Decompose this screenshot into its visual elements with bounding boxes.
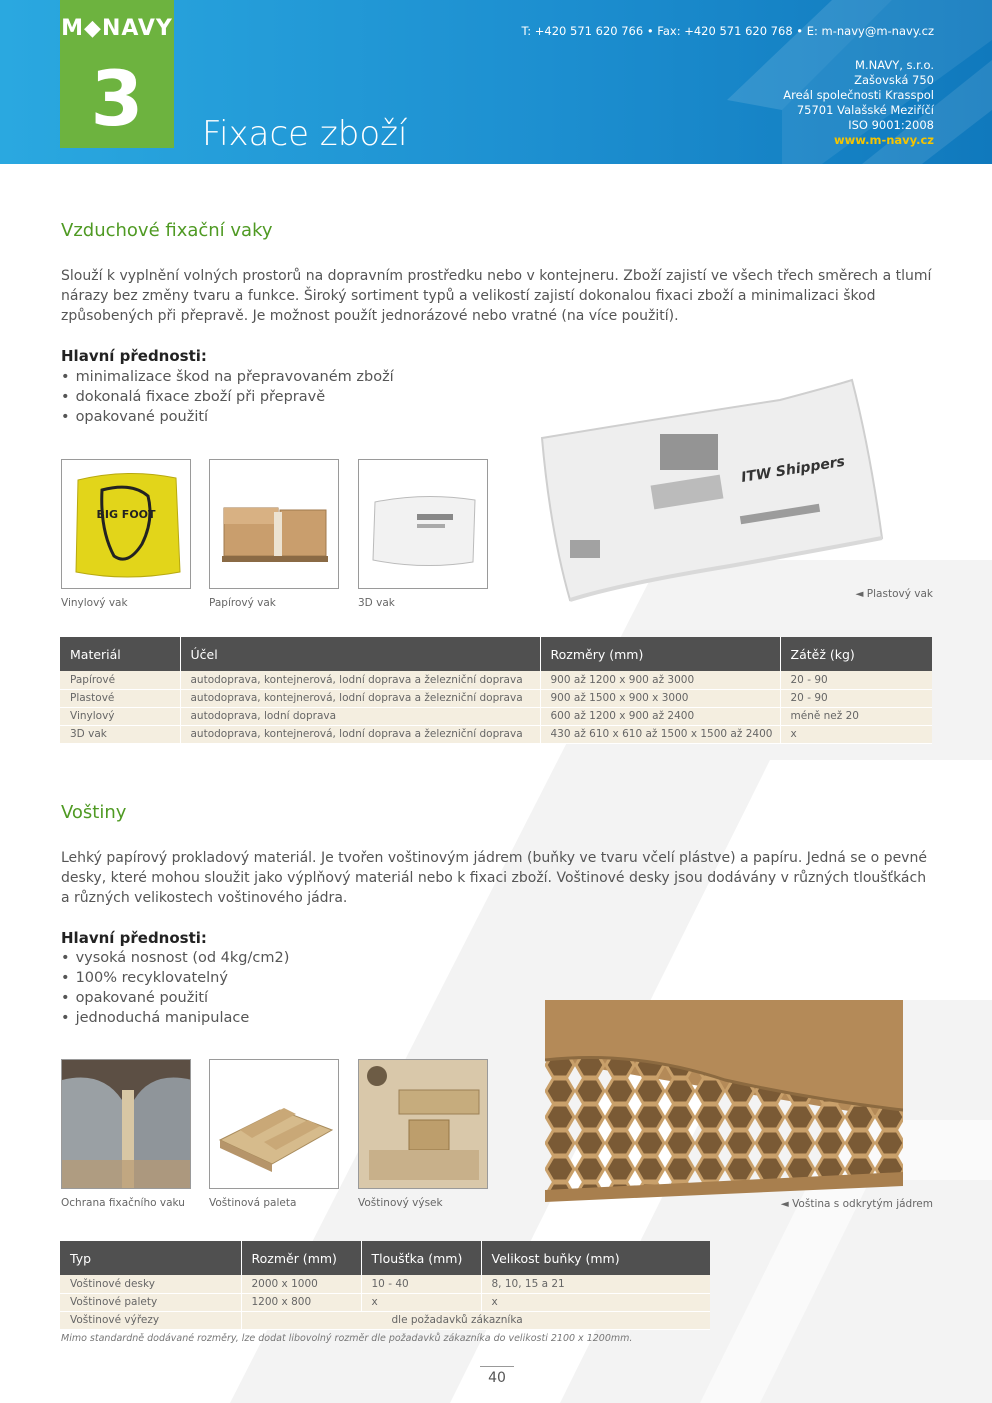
table-header-row — [60, 1241, 710, 1275]
image-caption: Vinylový vak — [61, 597, 128, 609]
page-number: 40 — [480, 1366, 514, 1386]
image-caption: Ochrana fixačního vaku — [61, 1197, 185, 1209]
table-cell: Voštinové palety — [60, 1293, 241, 1311]
contact-line: T: +420 571 620 766 • Fax: +420 571 620 768 • E: m-navy@m-navy.cz — [521, 24, 934, 38]
table-cell: Voštinové výřezy — [60, 1311, 241, 1329]
table-cell: x — [361, 1293, 481, 1311]
table-cell: 900 až 1200 x 900 až 3000 — [540, 671, 780, 689]
table-cell: 430 až 610 x 610 až 1500 x 1500 až 2400 — [540, 725, 780, 743]
table-header-cell: Rozměry (mm) — [540, 637, 780, 671]
image-caption: 3D vak — [358, 597, 395, 609]
table-cell: 20 - 90 — [780, 671, 932, 689]
list-item: • opakované použití — [61, 407, 394, 427]
air-bags-table — [60, 637, 932, 744]
table-cell: 10 - 40 — [361, 1275, 481, 1293]
table-cell: 900 až 1500 x 900 x 3000 — [540, 689, 780, 707]
image-caption: Voštinový výsek — [358, 1197, 443, 1209]
table-cell: x — [481, 1293, 710, 1311]
table-header-row — [60, 637, 932, 671]
advantages-list — [61, 367, 394, 427]
advantages-list — [61, 948, 289, 1028]
honeycomb-table — [60, 1241, 710, 1330]
address-line: Zašovská 750 — [854, 73, 934, 87]
section-heading-honeycomb: Voštiny — [61, 802, 127, 823]
address-line: M.NAVY, s.r.o. — [855, 58, 934, 72]
table-row — [60, 725, 932, 743]
table-header-cell: Typ — [60, 1241, 241, 1275]
table-row — [60, 707, 932, 725]
image-caption: Papírový vak — [209, 597, 276, 609]
honeycomb-cutout-image — [358, 1059, 488, 1189]
table-cell: autodoprava, lodní doprava — [180, 707, 540, 725]
plastic-bag-image — [530, 370, 890, 610]
table-row — [60, 689, 932, 707]
table-cell: 20 - 90 — [780, 689, 932, 707]
table-cell: 1200 x 800 — [241, 1293, 361, 1311]
table-cell: 3D vak — [60, 725, 180, 743]
table-cell: x — [780, 725, 932, 743]
address-line: 75701 Valašské Meziříčí — [796, 103, 934, 117]
table-cell: Voštinové desky — [60, 1275, 241, 1293]
advantages-title: Hlavní přednosti: — [61, 929, 207, 947]
table-header-cell: Rozměr (mm) — [241, 1241, 361, 1275]
list-item: • opakované použití — [61, 988, 289, 1008]
table-cell: 600 až 1200 x 900 až 2400 — [540, 707, 780, 725]
table-cell: 8, 10, 15 a 21 — [481, 1275, 710, 1293]
image-caption: ◄ Voština s odkrytým jádrem — [780, 1198, 933, 1210]
table-header-cell: Velikost buňky (mm) — [481, 1241, 710, 1275]
list-item: • minimalizace škod na přepravovaném zboží — [61, 367, 394, 387]
table-cell: Plastové — [60, 689, 180, 707]
table-row — [60, 671, 932, 689]
table-cell: autodoprava, kontejnerová, lodní doprava a železniční doprava — [180, 671, 540, 689]
chapter-number: 3 — [90, 54, 144, 143]
table-footnote: Mimo standardně dodávané rozměry, lze dodat libovolný rozměr dle požadavků zákazníka do velikosti 2100 x 1200mm. — [61, 1333, 633, 1344]
list-item: • vysoká nosnost (od 4kg/cm2) — [61, 948, 289, 968]
honeycomb-panel-image — [545, 1000, 903, 1202]
address-line: ISO 9001:2008 — [848, 118, 934, 132]
table-cell: 2000 x 1000 — [241, 1275, 361, 1293]
table-cell: dle požadavků zákazníka — [241, 1311, 710, 1329]
company-logo: M◆NAVY — [61, 16, 173, 41]
image-caption: Voštinová paleta — [209, 1197, 297, 1209]
address-line: Areál společnosti Krasspol — [783, 88, 934, 102]
vinyl-bag-image — [61, 459, 191, 589]
table-header-cell: Zátěž (kg) — [780, 637, 932, 671]
table-cell: méně než 20 — [780, 707, 932, 725]
table-row — [60, 1275, 710, 1293]
section-paragraph: Lehký papírový prokladový materiál. Je tvořen voštinovým jádrem (buňky ve tvaru včelí plástve) a papíru. Jedná se o pevné desky, které mohou sloužit jako výplňový materiál nebo k fixaci zboží. Voštinové desky jsou dodávány v různých tloušťkách a různých velikostech voštinového jádra. — [61, 850, 927, 906]
honeycomb-pallet-image — [209, 1059, 339, 1189]
3d-bag-image — [358, 459, 488, 589]
bag-brand-text: ITW Shippers — [740, 453, 847, 486]
table-cell: Vinylový — [60, 707, 180, 725]
list-item: • jednoduchá manipulace — [61, 1008, 289, 1028]
bag-protection-image — [61, 1059, 191, 1189]
table-header-cell: Účel — [180, 637, 540, 671]
table-row — [60, 1311, 710, 1329]
table-cell: Papírové — [60, 671, 180, 689]
page-title: Fixace zboží — [202, 114, 408, 154]
section-paragraph: Slouží k vyplnění volných prostorů na dopravním prostředku nebo v kontejneru. Zboží zajistí ve všech třech směrech a tlumí nárazy bez změny tvaru a funkce. Široký sortiment typů a velikostí zajistí dokonalou fixaci zboží a minimalizaci škod způsobených při přepravě. Je možnost použít jednorázové nebo vratné (na více použití). — [61, 268, 932, 324]
table-cell: autodoprava, kontejnerová, lodní doprava a železniční doprava — [180, 725, 540, 743]
list-item: • 100% recyklovatelný — [61, 968, 289, 988]
paper-bag-image — [209, 459, 339, 589]
bag-brand-text: BIG FOOT — [96, 508, 156, 521]
table-row — [60, 1293, 710, 1311]
image-caption: ◄ Plastový vak — [855, 588, 933, 600]
table-header-cell: Materiál — [60, 637, 180, 671]
section-heading-air-bags: Vzduchové fixační vaky — [61, 220, 273, 241]
table-cell: autodoprava, kontejnerová, lodní doprava a železniční doprava — [180, 689, 540, 707]
table-header-cell: Tloušťka (mm) — [361, 1241, 481, 1275]
advantages-title: Hlavní přednosti: — [61, 347, 207, 365]
website-link[interactable]: www.m-navy.cz — [833, 133, 934, 147]
list-item: • dokonalá fixace zboží při přepravě — [61, 387, 394, 407]
